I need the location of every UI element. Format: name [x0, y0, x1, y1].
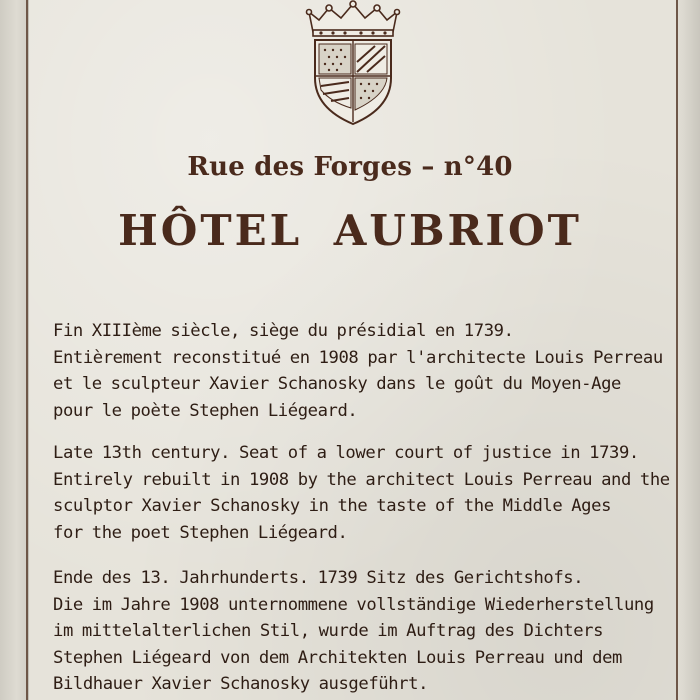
description-line: Ende des 13. Jahrhunderts. 1739 Sitz des Gerichtshofs.	[53, 568, 584, 588]
description-line: pour le poète Stephen Liégeard.	[53, 400, 358, 421]
german-description	[53, 565, 663, 698]
english-description	[53, 440, 670, 546]
street-address: Rue des Forges – n°40	[187, 152, 513, 182]
description-line: et le sculpteur Xavier Schanosky dans le goût du Moyen-Age	[53, 374, 621, 394]
french-description	[53, 318, 663, 424]
description-line: im mittelalterlichen Stil, wurde im Auftrag des Dichters	[53, 621, 604, 641]
description-line: Entièrement reconstitué en 1908 par l'architecte Louis Perreau	[53, 347, 663, 368]
plaque-frame-left	[0, 0, 29, 700]
description-line: sculptor Xavier Schanosky in the taste of the Middle Ages	[53, 496, 612, 516]
description-line: Bildhauer Xavier Schanosky ausgeführt.	[53, 674, 429, 694]
description-line: Fin XIIIème siècle, siège du présidial en 1739.	[53, 321, 514, 341]
plaque-frame-right	[676, 0, 700, 700]
building-name-title: HÔTEL AUBRIOT	[118, 206, 582, 255]
description-line: Entirely rebuilt in 1908 by the architect Louis Perreau and the	[53, 469, 670, 490]
description-line: Die im Jahre 1908 unternommene vollständige Wiederherstellung	[53, 594, 654, 615]
description-line: Stephen Liégeard von dem Architekten Louis Perreau und dem	[53, 647, 622, 668]
description-line: for the poet Stephen Liégeard.	[53, 522, 348, 543]
description-line: Late 13th century. Seat of a lower court of justice in 1739.	[53, 443, 639, 463]
crowned-coat-of-arms-icon	[303, 0, 403, 128]
